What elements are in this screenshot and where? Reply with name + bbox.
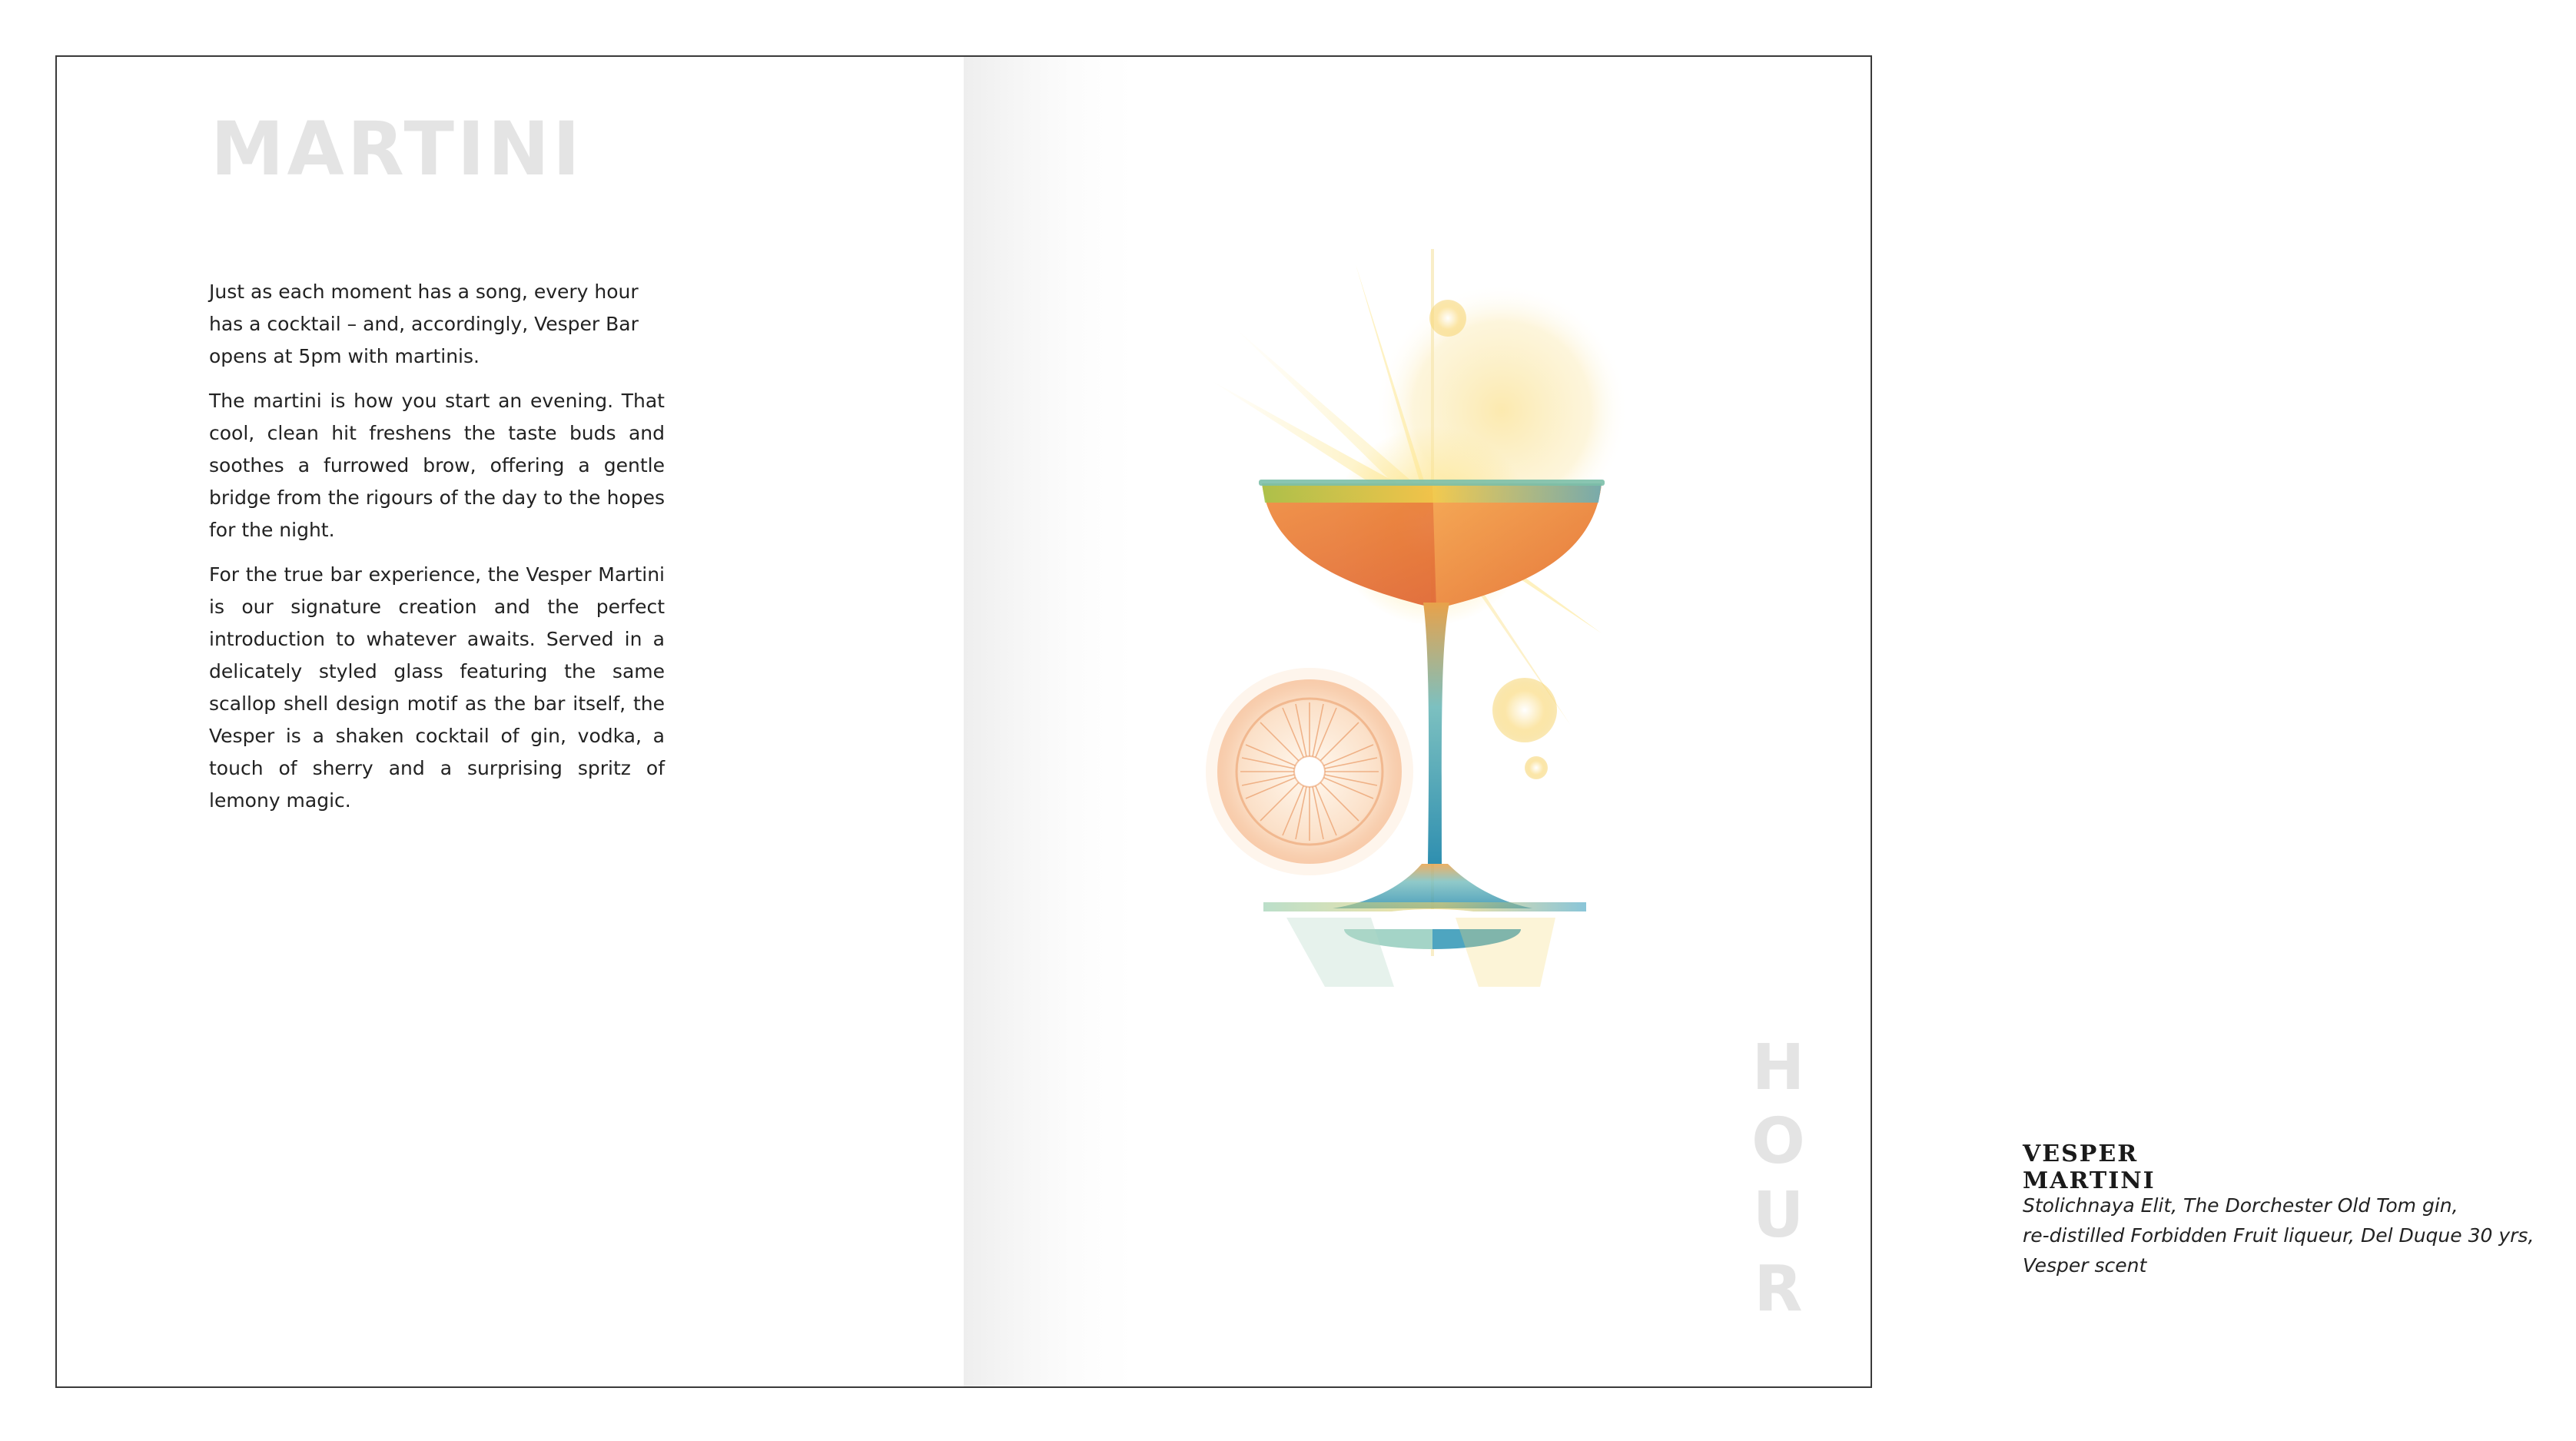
vertical-heading-hour <box>1748 1031 1809 1326</box>
martini-glass-illustration <box>1202 249 1632 1048</box>
vertical-letter: O <box>1751 1105 1805 1178</box>
vertical-letter: R <box>1754 1253 1803 1326</box>
ingredients-line: Stolichnaya Elit, The Dorchester Old Tom gin, <box>2023 1194 2458 1217</box>
vesper-paragraph: For the true bar experience, the Vesper Martini is our signature creation and the perfect introduction to whatever awaits. Served in a delicately styled glass featuring the same scallop shell design motif as the bar itself, the Vesper is a shaken cocktail of gin, vodka, a touch of sherry and a surprising spritz of lemony magic. <box>209 563 665 812</box>
martini-paragraph: The martini is how you start an evening. That cool, clean hit freshens the taste buds and soothes a furrowed brow, offering a gentle bridge from the rigours of the day to the hopes for the night. <box>209 390 665 541</box>
ingredients-line: Vesper scent <box>2023 1254 2147 1277</box>
right-page <box>964 57 2535 1386</box>
section-heading: MARTINI <box>211 106 583 192</box>
body-copy <box>209 276 665 829</box>
intro-paragraph: Just as each moment has a song, every hour has a cocktail – and, accordingly, Vesper Bar opens at 5pm with martinis. <box>209 281 639 367</box>
vertical-letter: U <box>1752 1179 1804 1252</box>
menu-spread <box>55 55 2535 1388</box>
ingredients-line: re-distilled Forbidden Fruit liqueur, Del Duque 30 yrs, <box>2023 1224 2535 1247</box>
left-page <box>57 57 964 1386</box>
drink-ingredients <box>2023 1190 2576 1280</box>
vertical-letter: H <box>1751 1031 1805 1104</box>
drink-name: VESPER MARTINI <box>2023 1141 2156 1194</box>
